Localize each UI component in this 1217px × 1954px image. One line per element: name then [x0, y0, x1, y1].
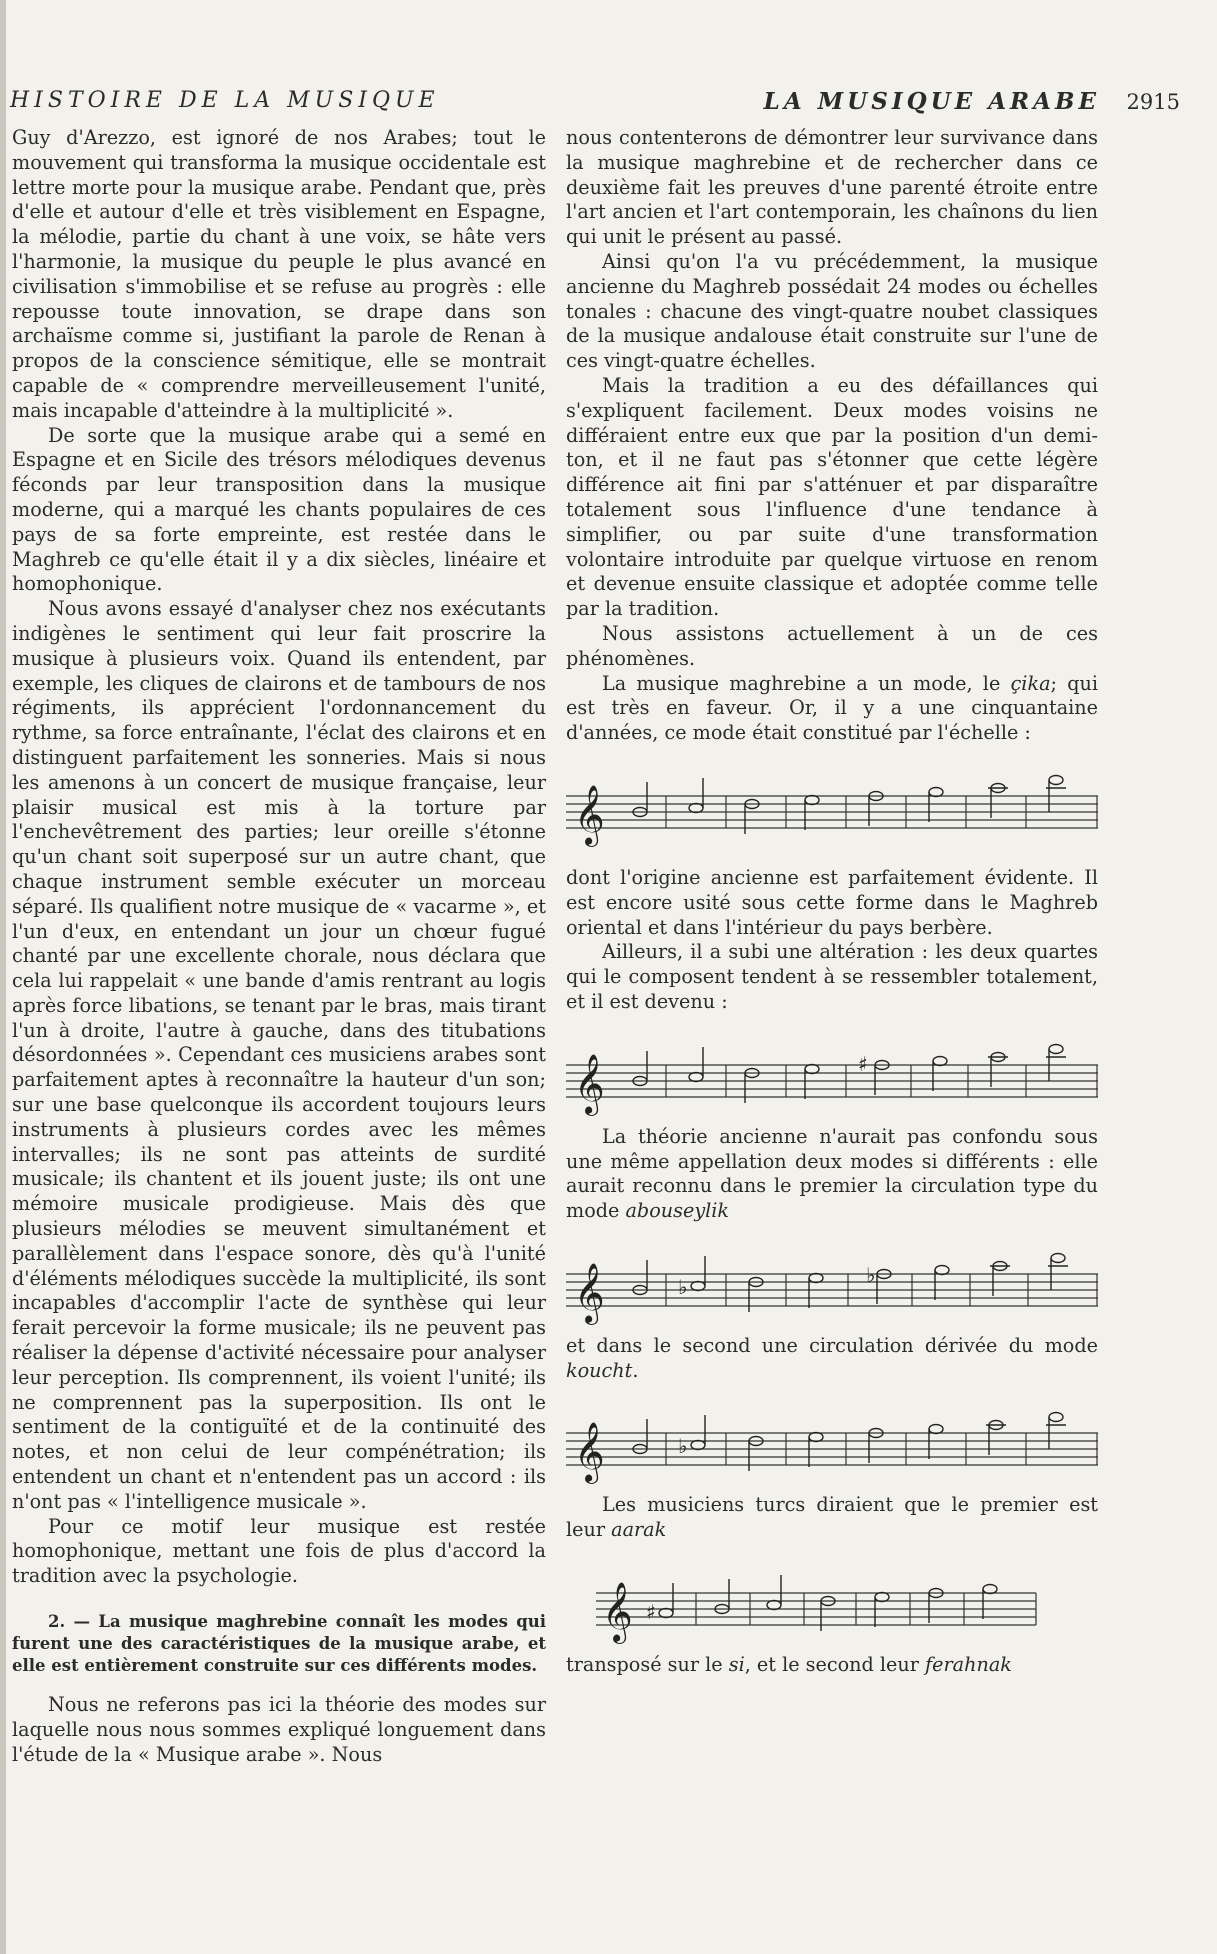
svg-text:𝄞: 𝄞: [574, 1262, 605, 1323]
paragraph: Nous avons essayé d'analyser chez nos exécutants indigènes le sentiment qui leur fait proscrire la musique à plusieurs voix. Quand ils entendent, par exemple, les cliques de clairons et de tambours de nos régiments, ils apprécient l'ordonnancement du rythme, sa force entraînante, l'éclat des clairons et en distinguent parfaitement les sonneries. Mais si nous les amenons à un concert de musique française, leur plaisir musical est mis à la torture par l'enchevêtrement des parties; leur oreille s'étonne qu'un chant soit superposé sur un autre chant, que chaque instrument semble exécuter un morceau séparé. Ils qualifient notre musique de « vacarme », et l'un d'eux, en entendant un jour un chœur fugué chanté par une excellente chorale, nous déclara que cela lui rappelait « une bande d'amis rentrant au logis après force libations, se tenant par le bras, mais tirant l'un à droite, l'autre à gauche, dans des titubations désordonnées ». Cependant ces musiciens arabes sont parfaitement aptes à reconnaître la hauteur d'un son; sur une base quelconque ils accordent toujours leurs instruments à plusieurs cordes avec les mêmes intervalles; ils ne sont pas atteints de surdité musicale; ils chantent et ils jouent juste; ils ont une mémoire musicale prodigieuse. Mais dès que plusieurs mélodies se meuvent simultanément et parallèlement dans l'espace sonore, dès qu'à l'unité d'éléments mélodiques succède la multiplicité, ils sont incapables d'accomplir l'acte de synthèse qui leur ferait percevoir la forme musicale; ils ne peuvent pas réaliser la dépense d'activité nécessaire pour analyser leur perception. Ils comprennent, ils voient l'unité; ils ne comprennent pas la superposition. Ils ont le sentiment de la contiguïté et de la continuité des notes, et non celui de leur compénétration; ils entendent un chant et n'entendent pas un accord : ils n'ont pas « l'intelligence musicale ».: [12, 597, 546, 1513]
paragraph: Nous ne referons pas ici la théorie des modes sur laquelle nous nous sommes expliqué longuement dans l'étude de la « Musique arabe ». Nous: [12, 1693, 546, 1766]
left-column: [12, 126, 546, 1767]
paragraph: Les musiciens turcs diraient que le premier est leur aarak: [566, 1493, 1098, 1542]
paragraph: Ainsi qu'on l'a vu précédemment, la musique ancienne du Maghreb possédait 24 modes ou échelles tonales : chacune des vingt-quatre noubet classiques de la musique andalouse était construite sur l'une de ces vingt-quatre échelles.: [566, 249, 1098, 373]
svg-text:𝄞: 𝄞: [574, 1422, 605, 1483]
sharp-sign: ♯: [858, 1051, 868, 1076]
running-header: [10, 88, 1180, 118]
paragraph: De sorte que la musique arabe qui a semé en Espagne et en Sicile des trésors mélodiques devenus féconds par leur transposition dans la musique moderne, qui a marqué les chants populaires de ces pays de sa forte empreinte, est restée dans le Maghreb ce qu'elle était il y a dix siècles, linéaire et homophonique.: [12, 423, 546, 596]
svg-text:𝄞: 𝄞: [602, 1582, 633, 1643]
paragraph: Mais la tradition a eu des défaillances qui s'expliquent facilement. Deux modes voisins ne différaient entre eux que par la position d'un demi-ton, et il ne faut pas s'étonner que cette légère différence ait fini par s'atténuer et par disparaître totalement sous l'influence d'une tendance à simplifier, ou par suite d'une transformation volontaire introduite par quelque virtuose en renom et devenue ensuite classique et adoptée comme telle par la tradition.: [566, 373, 1098, 621]
paragraph: dont l'origine ancienne est parfaitement évidente. Il est encore usité sous cette forme dans le Maghreb oriental et dans l'intérieur du pays berbère.: [566, 865, 1098, 939]
page-number: 2915: [1126, 90, 1180, 114]
paragraph: Ailleurs, il a subi une altération : les deux quartes qui le composent tendent à se ressembler totalement, et il est devenu :: [566, 940, 1098, 1013]
book-spine-edge: [0, 0, 6, 1954]
svg-text:𝄞: 𝄞: [574, 784, 605, 845]
music-staff-koucht: [566, 1383, 1098, 1493]
paragraph: La musique maghrebine a un mode, le çika; qui est très en faveur. Or, il y a une cinquantaine d'années, ce mode était constitué par l'échelle :: [566, 671, 1099, 745]
paragraph: Pour ce motif leur musique est restée homophonique, mettant une fois de plus d'accord la tradition avec la psychologie.: [12, 1514, 546, 1588]
paragraph: nous contenterons de démontrer leur survivance dans la musique maghrebine et de rechercher dans ce deuxième fait les preuves d'une parenté étroite entre l'art ancien et l'art contemporain, les chaînons du lien qui unit le présent au passé.: [566, 126, 1098, 249]
paragraph: La théorie ancienne n'aurait pas confondu sous une même appellation deux modes si différents : elle aurait reconnu dans le premier la circulation type du mode abouseylik: [566, 1124, 1098, 1223]
paragraph: Guy d'Arezzo, est ignoré de nos Arabes; tout le mouvement qui transforma la musique occidentale est lettre morte pour la musique arabe. Pendant que, près d'elle et autour d'elle et très visiblement en Espagne, la mélodie, partie du chant à une voix, se hâte vers l'harmonie, la musique du peuple le plus avancé en civilisation s'immobilise et se refuse au progrès : elle repousse toute innovation, se drape dans son archaïsme comme si, justifiant la parole de Renan à propos de la conscience sémitique, elle se montrait capable de « comprendre merveilleusement l'unité, mais incapable d'atteindre à la multiplicité ».: [12, 126, 546, 422]
flat-sign: ♭: [678, 1434, 688, 1459]
paragraph: Nous assistons actuellement à un de ces phénomènes.: [566, 621, 1098, 670]
svg-text:𝄞: 𝄞: [574, 1053, 605, 1114]
header-right-title: LA MUSIQUE ARABE: [763, 88, 1100, 115]
section-heading: 2. — La musique maghrebine connaît les modes qui furent une des caractéristiques de la musique arabe, et elle est entièrement construite sur ces différents modes.: [12, 1612, 546, 1676]
music-staff-aarak: [566, 1543, 1098, 1653]
header-left-title: HISTOIRE DE LA MUSIQUE: [10, 88, 440, 113]
flat-sign: ♭: [866, 1262, 876, 1287]
music-staff-cika-altered: [566, 1015, 1098, 1125]
music-staff-cika-original: [566, 746, 1098, 866]
music-staff-abouseylik: [566, 1224, 1098, 1334]
paragraph: et dans le second une circulation dérivée du mode koucht.: [566, 1333, 1098, 1382]
flat-sign: ♭: [678, 1274, 688, 1299]
paragraph: transposé sur le si, et le second leur ferahnak: [566, 1653, 1012, 1677]
right-column: [566, 126, 1098, 1678]
sharp-sign: ♯: [646, 1600, 656, 1625]
